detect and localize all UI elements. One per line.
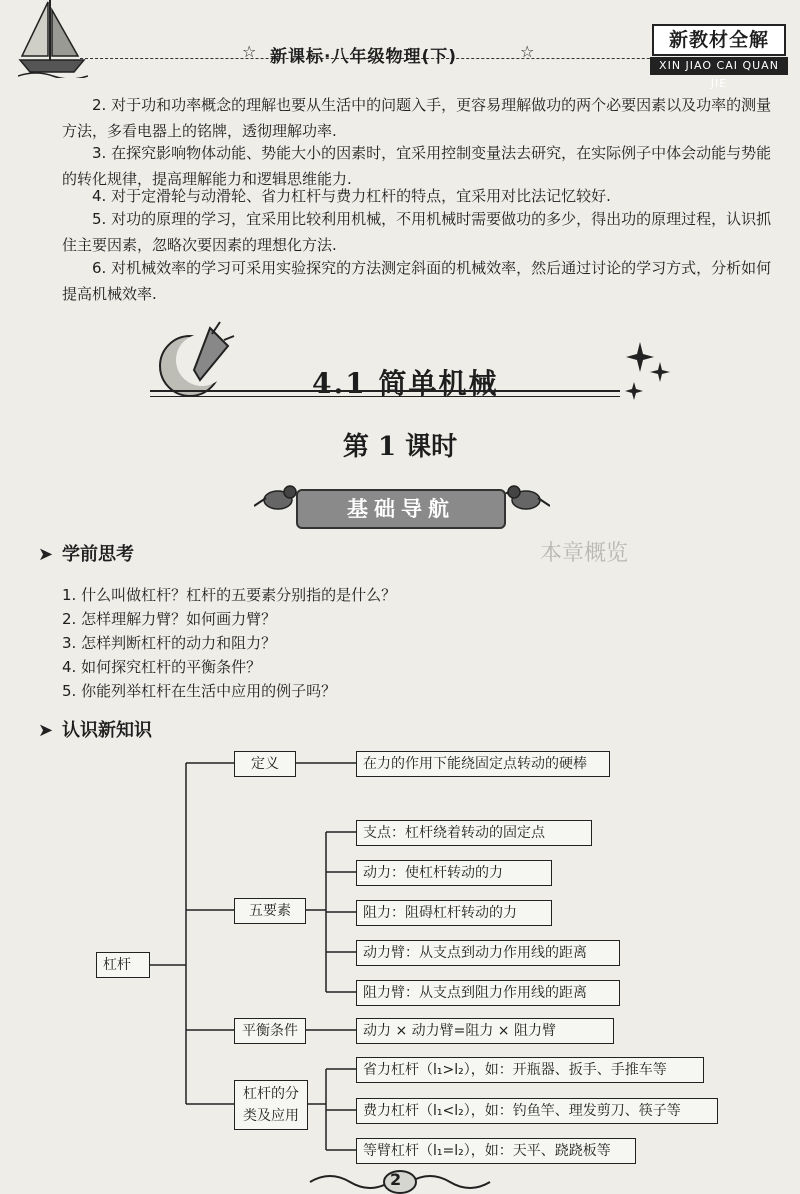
concept-root: 杠杆 [96, 952, 150, 978]
chapter-title: 4.1 简单机械 [312, 367, 499, 400]
concept-element-item: 阻力臂：从支点到阻力作用线的距离 [356, 980, 620, 1006]
paragraph: 3. 在探究影响物体动能、势能大小的因素时，宜采用控制变量法去研究，在实际例子中体会动能与势能的转化规律，提高理解能力和逻辑思维能力. [62, 144, 772, 188]
question-item: 4. 如何探究杠杆的平衡条件？ [62, 658, 262, 676]
question-item: 3. 怎样判断杠杆的动力和阻力？ [62, 634, 277, 652]
concept-classification-label: 杠杆的分类及应用 [234, 1080, 308, 1130]
concept-element-item: 阻力：阻碍杠杆转动的力 [356, 900, 552, 926]
section-heading-knowledge: ➤ 认识新知识 [38, 720, 152, 741]
book-title: 新课标·八年级物理(下) [270, 47, 457, 67]
concept-five-elements-label: 五要素 [234, 898, 306, 924]
concept-element-item: 支点：杠杆绕着转动的固定点 [356, 820, 592, 846]
paragraph: 4. 对于定滑轮与动滑轮、省力杠杆与费力杠杆的特点，宜采用对比法记忆较好. [92, 187, 611, 205]
concept-element-item: 动力：使杠杆转动的力 [356, 860, 552, 886]
double-arrow-icon: ➤ [38, 720, 54, 741]
concept-balance-text: 动力 × 动力臂=阻力 × 阻力臂 [356, 1018, 614, 1044]
paragraph: 6. 对机械效率的学习可采用实验探究的方法测定斜面的机械效率，然后通过讨论的学习方式，分析如何提高机械效率. [62, 259, 772, 303]
concept-definition-text: 在力的作用下能绕固定点转动的硬棒 [356, 751, 610, 777]
series-name: 新教材全解 [652, 24, 786, 56]
concept-classification-item: 等臂杠杆（l₁=l₂），如：天平、跷跷板等 [356, 1138, 636, 1164]
concept-classification-item: 省力杠杆（l₁>l₂），如：开瓶器、扳手、手推车等 [356, 1057, 704, 1083]
concept-element-item: 动力臂：从支点到动力作用线的距离 [356, 940, 620, 966]
nav-banner: 基础导航 [296, 489, 506, 529]
concept-balance-label: 平衡条件 [234, 1018, 306, 1044]
background-bleed-text: 本章概览 [540, 541, 629, 566]
series-pinyin: XIN JIAO CAI QUAN JIE [650, 57, 788, 75]
question-item: 1. 什么叫做杠杆？杠杆的五要素分别指的是什么？ [62, 586, 397, 604]
concept-definition-label: 定义 [234, 751, 296, 777]
paragraph: 2. 对于功和功率概念的理解也要从生活中的问题入手，更容易理解做功的两个必要因素以及功率的测量方法，多看电器上的铭牌，透彻理解功率. [62, 96, 772, 140]
lesson-title: 第 1 课时 [342, 432, 458, 462]
double-arrow-icon: ➤ [38, 544, 54, 565]
star-icon: ☆ [520, 42, 535, 61]
question-item: 5. 你能列举杠杆在生活中应用的例子吗？ [62, 682, 337, 700]
page-number: 2 [390, 1170, 402, 1189]
question-item: 2. 怎样理解力臂？如何画力臂？ [62, 610, 277, 628]
paragraph: 5. 对功的原理的学习，宜采用比较利用机械，不用机械时需要做功的多少，得出功的原理过程，认识抓住主要因素，忽略次要因素的理想化方法. [62, 210, 772, 254]
section-heading-preview: ➤ 学前思考 [38, 544, 134, 565]
star-icon: ☆ [242, 42, 257, 61]
concept-classification-item: 费力杠杆（l₁<l₂），如：钓鱼竿、理发剪刀、筷子等 [356, 1098, 718, 1124]
